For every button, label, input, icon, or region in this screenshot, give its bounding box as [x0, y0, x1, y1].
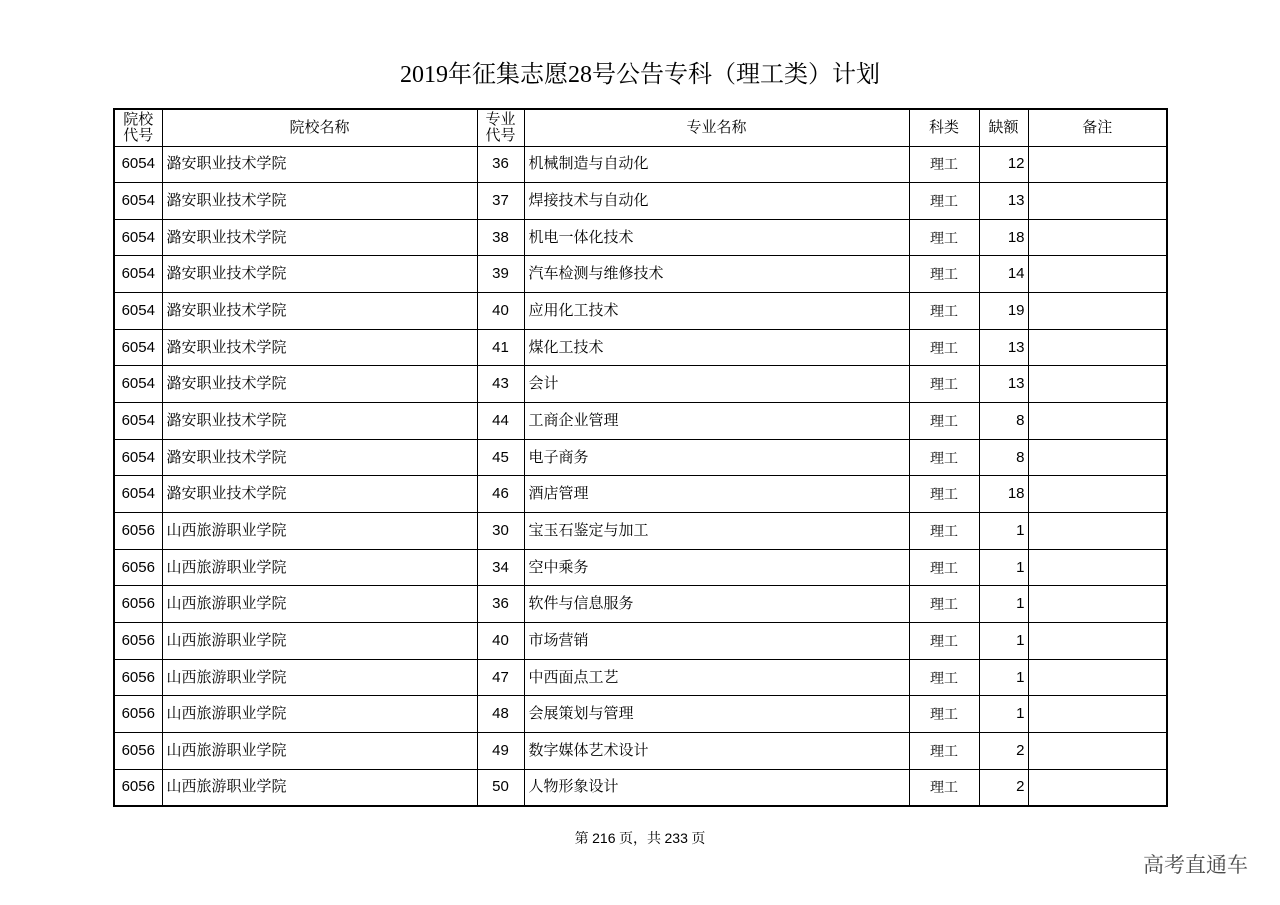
footer-suffix: 页 — [691, 832, 706, 847]
major-code-cell: 34 — [477, 549, 524, 586]
vacancy-cell: 13 — [979, 366, 1028, 403]
major-code-cell: 38 — [477, 219, 524, 256]
major-name-cell: 宝玉石鉴定与加工 — [524, 513, 909, 550]
remark-cell — [1028, 403, 1167, 440]
category-cell: 理工 — [909, 659, 979, 696]
major-code-cell: 40 — [477, 293, 524, 330]
school-code-cell: 6056 — [114, 513, 162, 550]
category-cell: 理工 — [909, 513, 979, 550]
category-cell: 理工 — [909, 586, 979, 623]
table-row — [114, 329, 1167, 366]
table-row — [114, 586, 1167, 623]
school-code-cell: 6054 — [114, 366, 162, 403]
table-row — [114, 366, 1167, 403]
remark-cell — [1028, 329, 1167, 366]
vacancy-cell: 1 — [979, 659, 1028, 696]
school-code-cell: 6054 — [114, 256, 162, 293]
category-cell: 理工 — [909, 439, 979, 476]
table-row — [114, 219, 1167, 256]
school-name-cell: 潞安职业技术学院 — [162, 366, 477, 403]
major-code-cell: 44 — [477, 403, 524, 440]
table-row — [114, 623, 1167, 660]
table-row — [114, 696, 1167, 733]
remark-cell — [1028, 513, 1167, 550]
major-code-cell: 49 — [477, 733, 524, 770]
remark-cell — [1028, 439, 1167, 476]
table-row — [114, 183, 1167, 220]
school-name-cell: 潞安职业技术学院 — [162, 146, 477, 183]
table-row — [114, 439, 1167, 476]
school-name-cell: 潞安职业技术学院 — [162, 329, 477, 366]
school-code-cell: 6054 — [114, 439, 162, 476]
header-school-code-line-2: 代号 — [123, 127, 154, 144]
major-name-cell: 人物形象设计 — [524, 769, 909, 806]
remark-cell — [1028, 183, 1167, 220]
vacancy-cell: 18 — [979, 219, 1028, 256]
school-name-cell: 潞安职业技术学院 — [162, 403, 477, 440]
category-cell: 理工 — [909, 183, 979, 220]
current-page-number: 216 — [592, 830, 616, 846]
table-row — [114, 403, 1167, 440]
school-name-cell: 潞安职业技术学院 — [162, 219, 477, 256]
vacancy-cell: 1 — [979, 513, 1028, 550]
table-row — [114, 476, 1167, 513]
vacancy-cell: 13 — [979, 329, 1028, 366]
header-row — [114, 109, 1167, 146]
remark-cell — [1028, 586, 1167, 623]
remark-cell — [1028, 659, 1167, 696]
major-name-cell: 会计 — [524, 366, 909, 403]
plan-table — [113, 108, 1168, 807]
school-code-cell: 6056 — [114, 696, 162, 733]
header-remark: 备注 — [1028, 109, 1167, 146]
school-name-cell: 山西旅游职业学院 — [162, 769, 477, 806]
category-cell: 理工 — [909, 329, 979, 366]
vacancy-cell: 2 — [979, 733, 1028, 770]
major-code-cell: 39 — [477, 256, 524, 293]
major-code-cell: 30 — [477, 513, 524, 550]
school-name-cell: 山西旅游职业学院 — [162, 623, 477, 660]
school-name-cell: 山西旅游职业学院 — [162, 513, 477, 550]
school-code-cell: 6056 — [114, 769, 162, 806]
header-major-code-line-2: 代号 — [485, 127, 516, 144]
major-code-cell: 45 — [477, 439, 524, 476]
major-code-cell: 36 — [477, 586, 524, 623]
plan-table-container — [113, 108, 1166, 807]
page-footer — [0, 829, 1280, 849]
school-name-cell: 潞安职业技术学院 — [162, 183, 477, 220]
remark-cell — [1028, 549, 1167, 586]
table-row — [114, 769, 1167, 806]
vacancy-cell: 1 — [979, 586, 1028, 623]
school-code-cell: 6056 — [114, 733, 162, 770]
table-row — [114, 733, 1167, 770]
remark-cell — [1028, 146, 1167, 183]
remark-cell — [1028, 219, 1167, 256]
vacancy-cell: 1 — [979, 696, 1028, 733]
category-cell: 理工 — [909, 476, 979, 513]
category-cell: 理工 — [909, 696, 979, 733]
remark-cell — [1028, 733, 1167, 770]
table-row — [114, 256, 1167, 293]
remark-cell — [1028, 623, 1167, 660]
major-code-cell: 36 — [477, 146, 524, 183]
school-name-cell: 潞安职业技术学院 — [162, 293, 477, 330]
school-name-cell: 潞安职业技术学院 — [162, 476, 477, 513]
category-cell: 理工 — [909, 733, 979, 770]
remark-cell — [1028, 769, 1167, 806]
vacancy-cell: 8 — [979, 403, 1028, 440]
major-code-cell: 48 — [477, 696, 524, 733]
document-title: 2019年征集志愿28号公告专科（理工类）计划 — [400, 62, 880, 88]
header-major-code — [477, 109, 524, 146]
major-name-cell: 汽车检测与维修技术 — [524, 256, 909, 293]
major-code-cell: 50 — [477, 769, 524, 806]
remark-cell — [1028, 293, 1167, 330]
table-body — [114, 146, 1167, 806]
major-name-cell: 电子商务 — [524, 439, 909, 476]
major-name-cell: 机械制造与自动化 — [524, 146, 909, 183]
major-code-cell: 46 — [477, 476, 524, 513]
header-school-code — [114, 109, 162, 146]
footer-middle: 页，共 — [619, 832, 661, 847]
table-row — [114, 659, 1167, 696]
major-code-cell: 41 — [477, 329, 524, 366]
remark-cell — [1028, 366, 1167, 403]
table-row — [114, 513, 1167, 550]
school-name-cell: 山西旅游职业学院 — [162, 549, 477, 586]
vacancy-cell: 8 — [979, 439, 1028, 476]
category-cell: 理工 — [909, 293, 979, 330]
major-code-cell: 37 — [477, 183, 524, 220]
major-name-cell: 酒店管理 — [524, 476, 909, 513]
school-code-cell: 6054 — [114, 183, 162, 220]
vacancy-cell: 14 — [979, 256, 1028, 293]
school-code-cell: 6054 — [114, 146, 162, 183]
table-row — [114, 146, 1167, 183]
major-code-cell: 47 — [477, 659, 524, 696]
school-code-cell: 6056 — [114, 659, 162, 696]
vacancy-cell: 18 — [979, 476, 1028, 513]
school-code-cell: 6056 — [114, 586, 162, 623]
category-cell: 理工 — [909, 623, 979, 660]
major-name-cell: 应用化工技术 — [524, 293, 909, 330]
school-name-cell: 山西旅游职业学院 — [162, 696, 477, 733]
category-cell: 理工 — [909, 549, 979, 586]
school-name-cell: 山西旅游职业学院 — [162, 659, 477, 696]
category-cell: 理工 — [909, 366, 979, 403]
header-vacancy: 缺额 — [979, 109, 1028, 146]
major-name-cell: 会展策划与管理 — [524, 696, 909, 733]
school-code-cell: 6056 — [114, 623, 162, 660]
major-name-cell: 数字媒体艺术设计 — [524, 733, 909, 770]
major-name-cell: 空中乘务 — [524, 549, 909, 586]
remark-cell — [1028, 696, 1167, 733]
major-code-cell: 40 — [477, 623, 524, 660]
header-school-name: 院校名称 — [162, 109, 477, 146]
total-pages-number: 233 — [664, 830, 688, 846]
table-row — [114, 293, 1167, 330]
school-code-cell: 6054 — [114, 329, 162, 366]
table-row — [114, 549, 1167, 586]
school-code-cell: 6054 — [114, 403, 162, 440]
major-name-cell: 工商企业管理 — [524, 403, 909, 440]
major-name-cell: 市场营销 — [524, 623, 909, 660]
table-header — [114, 109, 1167, 146]
remark-cell — [1028, 476, 1167, 513]
school-code-cell: 6056 — [114, 549, 162, 586]
vacancy-cell: 19 — [979, 293, 1028, 330]
header-major-name: 专业名称 — [524, 109, 909, 146]
school-code-cell: 6054 — [114, 476, 162, 513]
school-name-cell: 潞安职业技术学院 — [162, 439, 477, 476]
header-major-code-line-1: 专业 — [485, 111, 516, 128]
remark-cell — [1028, 256, 1167, 293]
category-cell: 理工 — [909, 403, 979, 440]
vacancy-cell: 1 — [979, 549, 1028, 586]
major-name-cell: 中西面点工艺 — [524, 659, 909, 696]
category-cell: 理工 — [909, 256, 979, 293]
category-cell: 理工 — [909, 769, 979, 806]
vacancy-cell: 13 — [979, 183, 1028, 220]
category-cell: 理工 — [909, 146, 979, 183]
header-category: 科类 — [909, 109, 979, 146]
vacancy-cell: 12 — [979, 146, 1028, 183]
watermark-text: 高考直通车 — [1143, 853, 1248, 877]
footer-prefix: 第 — [574, 832, 589, 847]
school-code-cell: 6054 — [114, 293, 162, 330]
major-name-cell: 机电一体化技术 — [524, 219, 909, 256]
major-name-cell: 煤化工技术 — [524, 329, 909, 366]
major-name-cell: 软件与信息服务 — [524, 586, 909, 623]
major-code-cell: 43 — [477, 366, 524, 403]
vacancy-cell: 1 — [979, 623, 1028, 660]
category-cell: 理工 — [909, 219, 979, 256]
major-name-cell: 焊接技术与自动化 — [524, 183, 909, 220]
vacancy-cell: 2 — [979, 769, 1028, 806]
header-school-code-line-1: 院校 — [123, 111, 154, 128]
school-name-cell: 潞安职业技术学院 — [162, 256, 477, 293]
school-code-cell: 6054 — [114, 219, 162, 256]
school-name-cell: 山西旅游职业学院 — [162, 733, 477, 770]
school-name-cell: 山西旅游职业学院 — [162, 586, 477, 623]
